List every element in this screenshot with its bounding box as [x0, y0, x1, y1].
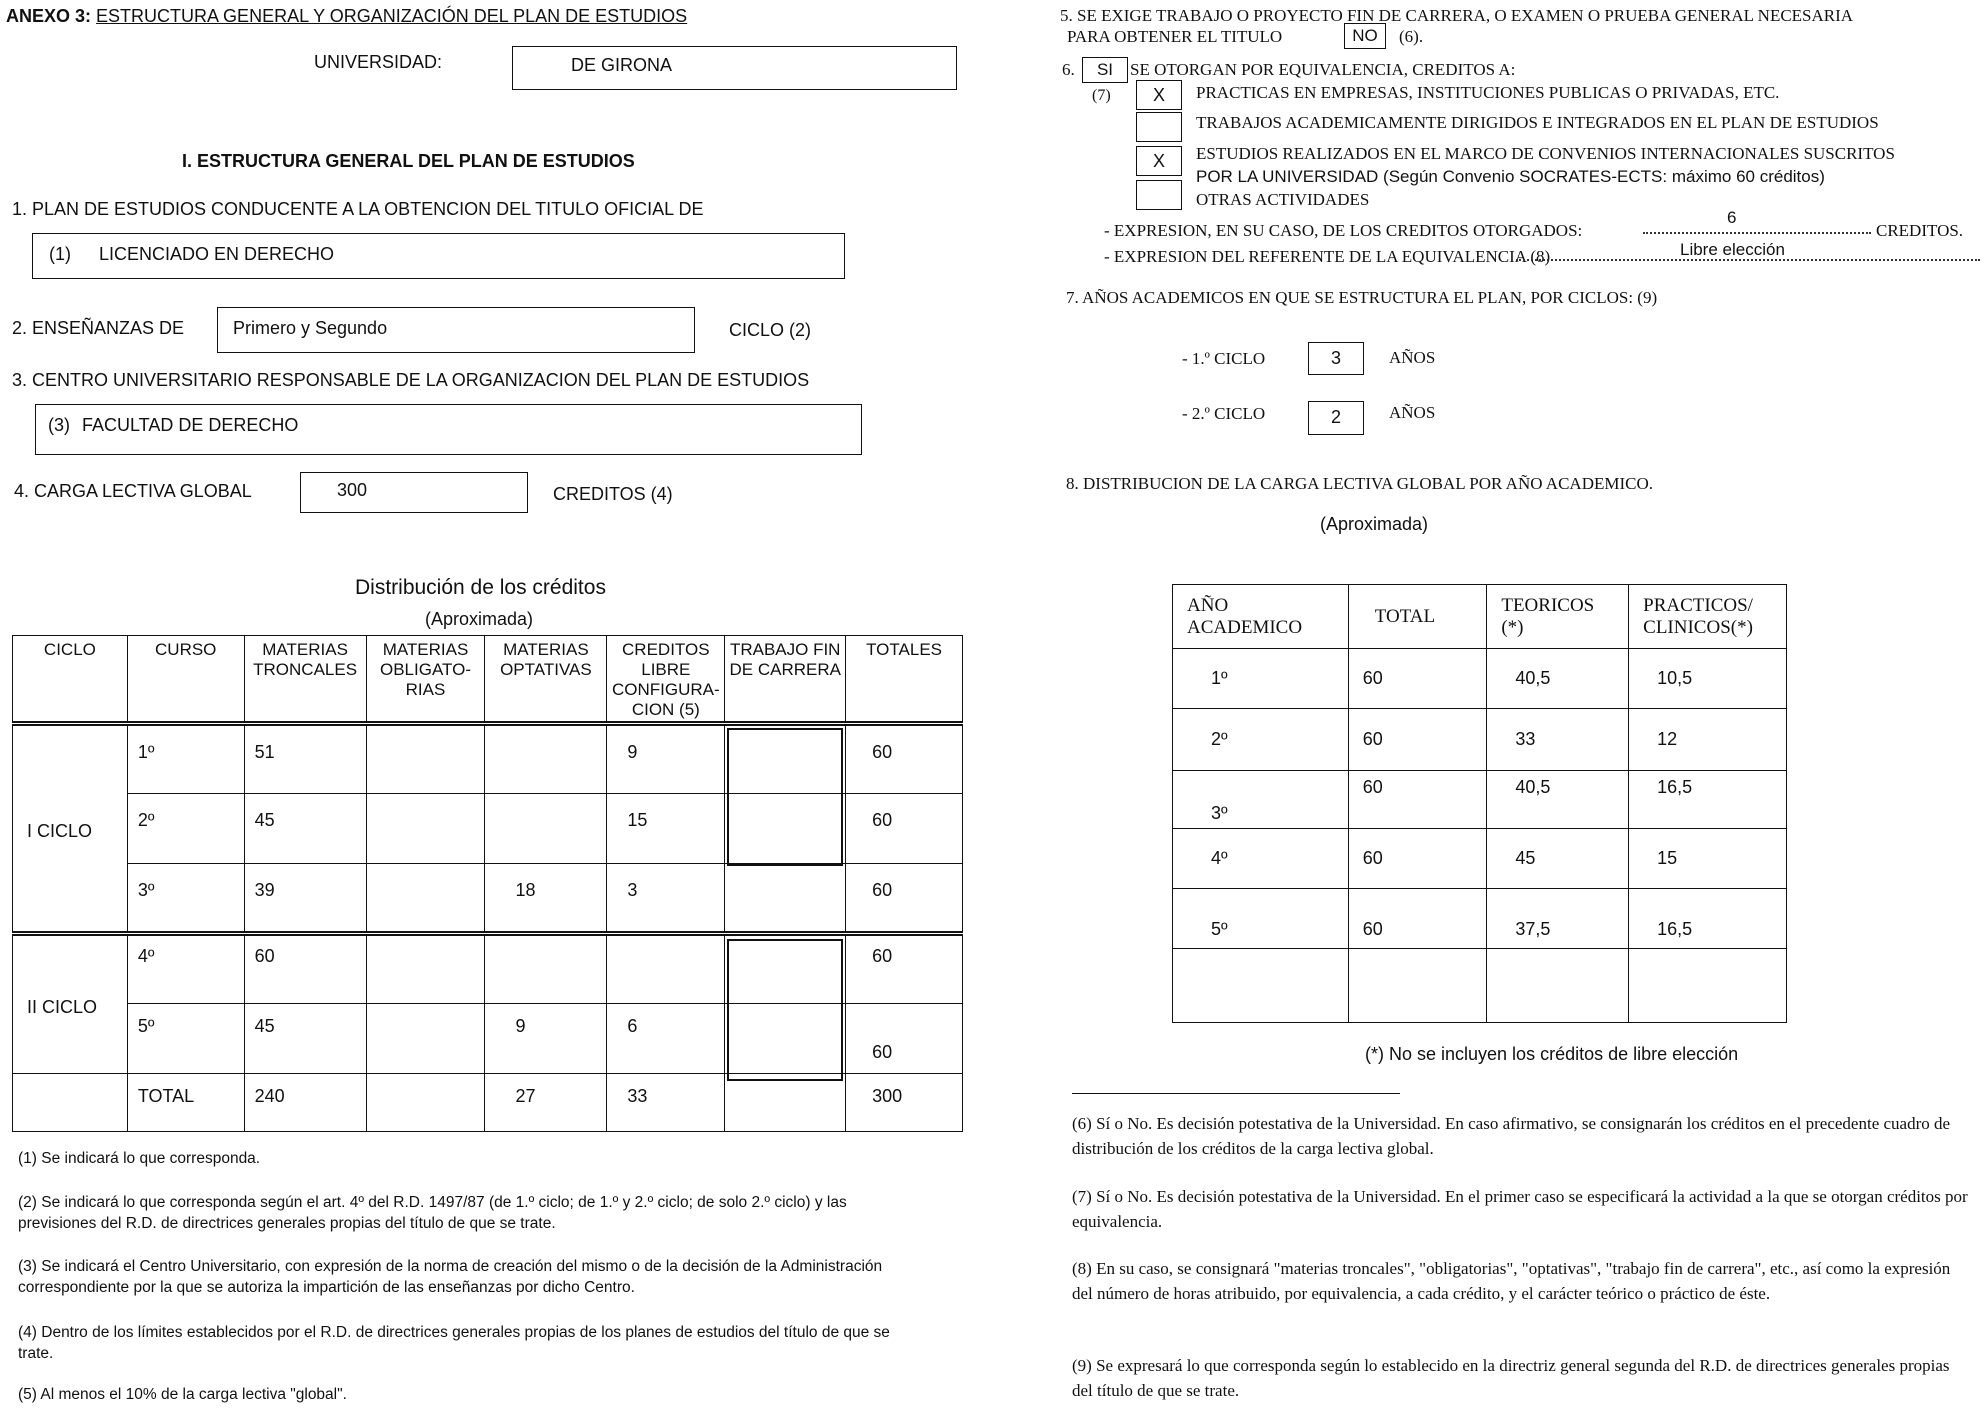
cell-optativas: 9 [485, 1004, 607, 1074]
cell-optativas [485, 934, 607, 1004]
item7-ciclo2-value: 2 [1308, 401, 1364, 435]
expr1-value: 6 [1727, 208, 1737, 227]
university-label: UNIVERSIDAD: [314, 52, 443, 72]
item4-suffix: CREDITOS (4) [553, 484, 673, 504]
cell-optativas [485, 724, 607, 794]
annex-title: ESTRUCTURA GENERAL Y ORGANIZACIÓN DEL PLAN DE ESTUDIOS [96, 6, 688, 26]
item1-ref: (1) [49, 244, 71, 264]
cell-libre: 15 [607, 794, 725, 864]
note-left-1: (1) Se indicará lo que corresponda. [18, 1150, 261, 1167]
year-distribution-table [1172, 584, 1787, 1023]
cell-teoricos: 45 [1487, 829, 1629, 889]
note-left-3: (3) Se indicará el Centro Universitario, con expresión de la norma de creación del mismo o de la decisión de la Administración correspondiente por la que se autoriza la impartición de las enseñanzas por dicho Centro. [18, 1258, 883, 1296]
table-row [1173, 949, 1787, 1023]
cell-total: 60 [1348, 889, 1487, 949]
trabajo-box-ciclo1 [727, 728, 843, 866]
col-practicos: PRACTICOS/ CLINICOS(*) [1629, 585, 1787, 649]
cell-ciclo-empty [13, 1074, 128, 1132]
item3-box [35, 404, 862, 455]
cell-obligatorias [366, 1004, 485, 1074]
cell-troncales: 51 [244, 724, 366, 794]
table-total-row [13, 1074, 963, 1132]
item5-ref: (6). [1399, 27, 1424, 46]
cell-obligatorias [366, 864, 485, 934]
item7-ciclo2-years: AÑOS [1389, 403, 1436, 422]
cell-libre: 3 [607, 864, 725, 934]
option-estudios-label: ESTUDIOS REALIZADOS EN EL MARCO DE CONVENIOS INTERNACIONALES SUSCRITOS [1196, 144, 1895, 163]
cell-total: 60 [1348, 771, 1487, 829]
item3-label: 3. CENTRO UNIVERSITARIO RESPONSABLE DE LA ORGANIZACION DEL PLAN DE ESTUDIOS [12, 370, 810, 390]
item6-answer-box: SI [1082, 57, 1128, 83]
cell-total [1348, 949, 1487, 1023]
cell-curso-total: TOTAL [127, 1074, 244, 1132]
item3-value: FACULTAD DE DERECHO [82, 415, 299, 435]
option-practicas-checkbox: X [1136, 80, 1182, 110]
col-optativas: MATERIAS OPTATIVAS [485, 636, 607, 724]
cell-totales: 60 [846, 1004, 963, 1074]
trabajo-box-ciclo2 [727, 939, 843, 1081]
cell-optativas [485, 794, 607, 864]
item3-ref: (3) [48, 415, 70, 435]
cell-curso: 2º [127, 794, 244, 864]
item1-value: LICENCIADO EN DERECHO [99, 244, 335, 264]
note-right-9: (9) Se expresará lo que corresponda según lo establecido en la directriz general segunda del R.D. de directrices generales propias del título de que se trate. [1072, 1356, 1950, 1400]
note-right-8: (8) En su caso, se consignará "materias troncales", "obligatorias", "optativas", "trabajo fin de carrera", etc., así como la expresión del número de horas atribuido, por equivalencia, a cada crédito, y el carácter teórico o práctico de éste. [1072, 1259, 1951, 1303]
cell-ano: 3º [1173, 771, 1349, 829]
cell-obligatorias-total [366, 1074, 485, 1132]
annex-label: ANEXO 3: [6, 6, 92, 26]
cell-optativas: 18 [485, 864, 607, 934]
note-left-4: (4) Dentro de los límites establecidos por el R.D. de directrices generales propias de los planes de estudios del título de que se trate. [18, 1324, 890, 1362]
cell-ano: 4º [1173, 829, 1349, 889]
table-row [1173, 709, 1787, 771]
item5-line2: PARA OBTENER EL TITULO [1067, 27, 1283, 46]
cell-ano [1173, 949, 1349, 1023]
col-libre: CREDITOS LIBRE CONFIGURA-CION (5) [607, 636, 725, 724]
expr1-dotted-line [1643, 232, 1871, 234]
cell-libre [607, 934, 725, 1004]
option-otras-checkbox [1136, 180, 1182, 210]
dist-table-subtitle: (Aproximada) [425, 609, 534, 629]
table-row [13, 864, 963, 934]
cell-troncales: 45 [244, 794, 366, 864]
item2-box [217, 307, 695, 353]
expr1-suffix: CREDITOS. [1876, 221, 1964, 240]
cell-ano: 2º [1173, 709, 1349, 771]
item4-box [300, 472, 528, 513]
cell-optativas-total: 27 [485, 1074, 607, 1132]
item5-answer-box: NO [1344, 23, 1386, 49]
item8-subtitle: (Aproximada) [1320, 514, 1429, 534]
cell-teoricos: 33 [1487, 709, 1629, 771]
expr1-label: - EXPRESION, EN SU CASO, DE LOS CREDITOS OTORGADOS: [1104, 221, 1583, 240]
item8-label: 8. DISTRIBUCION DE LA CARGA LECTIVA GLOBAL POR AÑO ACADEMICO. [1066, 474, 1654, 493]
cell-teoricos: 40,5 [1487, 649, 1629, 709]
cell-trabajo [725, 864, 846, 934]
item1-box [32, 233, 845, 279]
cell-curso: 5º [127, 1004, 244, 1074]
col-ano-academico: AÑO ACADEMICO [1173, 585, 1349, 649]
footnote-divider [1072, 1093, 1400, 1094]
cell-total: 60 [1348, 649, 1487, 709]
col-totales: TOTALES [846, 636, 963, 724]
item7-ciclo1-label: - 1.º CICLO [1182, 349, 1266, 368]
university-box [512, 46, 957, 90]
col-curso: CURSO [127, 636, 244, 724]
item4-label: 4. CARGA LECTIVA GLOBAL [14, 481, 252, 501]
university-value: DE GIRONA [571, 55, 673, 75]
cell-totales: 60 [846, 794, 963, 864]
cell-obligatorias [366, 794, 485, 864]
cell-practicos [1629, 949, 1787, 1023]
cell-practicos: 12 [1629, 709, 1787, 771]
item7-ciclo2-label: - 2.º CICLO [1182, 404, 1266, 423]
table-row [1173, 829, 1787, 889]
cell-curso: 4º [127, 934, 244, 1004]
cell-obligatorias [366, 724, 485, 794]
option-estudios-checkbox: X [1136, 146, 1182, 176]
ciclo2-cell: II CICLO [13, 934, 128, 1074]
item7-ciclo1-value: 3 [1308, 342, 1364, 375]
item4-value: 300 [337, 480, 368, 500]
expr2-label: - EXPRESION DEL REFERENTE DE LA EQUIVALENCIA (8) [1104, 247, 1551, 266]
cell-libre-total: 33 [607, 1074, 725, 1132]
annex-header [6, 6, 687, 27]
cell-practicos: 10,5 [1629, 649, 1787, 709]
cell-teoricos: 40,5 [1487, 771, 1629, 829]
cell-practicos: 15 [1629, 829, 1787, 889]
item2-suffix: CICLO (2) [729, 320, 812, 340]
ciclo1-cell: I CICLO [13, 724, 128, 934]
item1-label: 1. PLAN DE ESTUDIOS CONDUCENTE A LA OBTENCION DEL TITULO OFICIAL DE [12, 199, 704, 219]
cell-trabajo-total [725, 1074, 846, 1132]
cell-curso: 1º [127, 724, 244, 794]
option-trabajos-checkbox [1136, 112, 1182, 142]
col-total: TOTAL [1348, 585, 1487, 649]
dist-header-row [13, 636, 963, 724]
cell-practicos: 16,5 [1629, 771, 1787, 829]
cell-practicos: 16,5 [1629, 889, 1787, 949]
item7-ciclo1-years: AÑOS [1389, 348, 1436, 367]
note-left-2: (2) Se indicará lo que corresponda según el art. 4º del R.D. 1497/87 (de 1.º ciclo; de 1.º y 2.º ciclo; de solo 2.º ciclo) y las previsiones del R.D. de directrices generales propias del título de que se trate. [18, 1194, 847, 1232]
item6-text: SE OTORGAN POR EQUIVALENCIA, CREDITOS A: [1130, 60, 1516, 79]
item2-label: 2. ENSEÑANZAS DE [12, 318, 185, 338]
cell-troncales: 60 [244, 934, 366, 1004]
item6-num: 6. [1062, 60, 1075, 79]
cell-totales-total: 300 [846, 1074, 963, 1132]
cell-teoricos [1487, 949, 1629, 1023]
table-row [1173, 771, 1787, 829]
note-right-7: (7) Sí o No. Es decisión potestativa de la Universidad. En el primer caso se especificará la actividad a la que se otorgan créditos por equivalencia. [1072, 1187, 1968, 1231]
col-troncales: MATERIAS TRONCALES [244, 636, 366, 724]
cell-libre: 6 [607, 1004, 725, 1074]
cell-totales: 60 [846, 864, 963, 934]
cell-curso: 3º [127, 864, 244, 934]
option-otras-label: OTRAS ACTIVIDADES [1196, 190, 1370, 209]
cell-totales: 60 [846, 724, 963, 794]
item6-ref: (7) [1092, 87, 1111, 104]
option-estudios-label2: POR LA UNIVERSIDAD (Según Convenio SOCRATES-ECTS: máximo 60 créditos) [1196, 167, 1825, 186]
cell-troncales-total: 240 [244, 1074, 366, 1132]
col-trabajo: TRABAJO FIN DE CARRERA [725, 636, 846, 724]
section-title: I. ESTRUCTURA GENERAL DEL PLAN DE ESTUDIOS [182, 151, 635, 171]
option-trabajos-label: TRABAJOS ACADEMICAMENTE DIRIGIDOS E INTEGRADOS EN EL PLAN DE ESTUDIOS [1196, 113, 1879, 132]
cell-teoricos: 37,5 [1487, 889, 1629, 949]
dist-table-title: Distribución de los créditos [355, 576, 606, 599]
cell-total: 60 [1348, 829, 1487, 889]
cell-troncales: 45 [244, 1004, 366, 1074]
item5-line1: 5. SE EXIGE TRABAJO O PROYECTO FIN DE CARRERA, O EXAMEN O PRUEBA GENERAL NECESARIA [1060, 6, 1854, 25]
table-row [1173, 889, 1787, 949]
item2-value: Primero y Segundo [233, 318, 388, 338]
cell-total: 60 [1348, 709, 1487, 771]
option-practicas-label: PRACTICAS EN EMPRESAS, INSTITUCIONES PUBLICAS O PRIVADAS, ETC. [1196, 83, 1780, 102]
col-ciclo: CICLO [13, 636, 128, 724]
cell-troncales: 39 [244, 864, 366, 934]
col-obligatorias: MATERIAS OBLIGATO-RIAS [366, 636, 485, 724]
cell-ano: 1º [1173, 649, 1349, 709]
year-header-row [1173, 585, 1787, 649]
cell-libre: 9 [607, 724, 725, 794]
cell-totales: 60 [846, 934, 963, 1004]
cell-obligatorias [366, 934, 485, 1004]
col-teoricos: TEORICOS (*) [1487, 585, 1629, 649]
expr2-value: Libre elección [1680, 240, 1785, 259]
item8-footnote: (*) No se incluyen los créditos de libre elección [1365, 1044, 1739, 1064]
table-row [1173, 649, 1787, 709]
note-right-6: (6) Sí o No. Es decisión potestativa de la Universidad. En caso afirmativo, se consignarán los créditos en el precedente cuadro de distribución de los créditos de la carga lectiva global. [1072, 1114, 1951, 1158]
cell-ano: 5º [1173, 889, 1349, 949]
note-left-5: (5) Al menos el 10% de la carga lectiva "global". [18, 1386, 347, 1403]
item7-label: 7. AÑOS ACADEMICOS EN QUE SE ESTRUCTURA EL PLAN, POR CICLOS: (9) [1066, 288, 1658, 307]
